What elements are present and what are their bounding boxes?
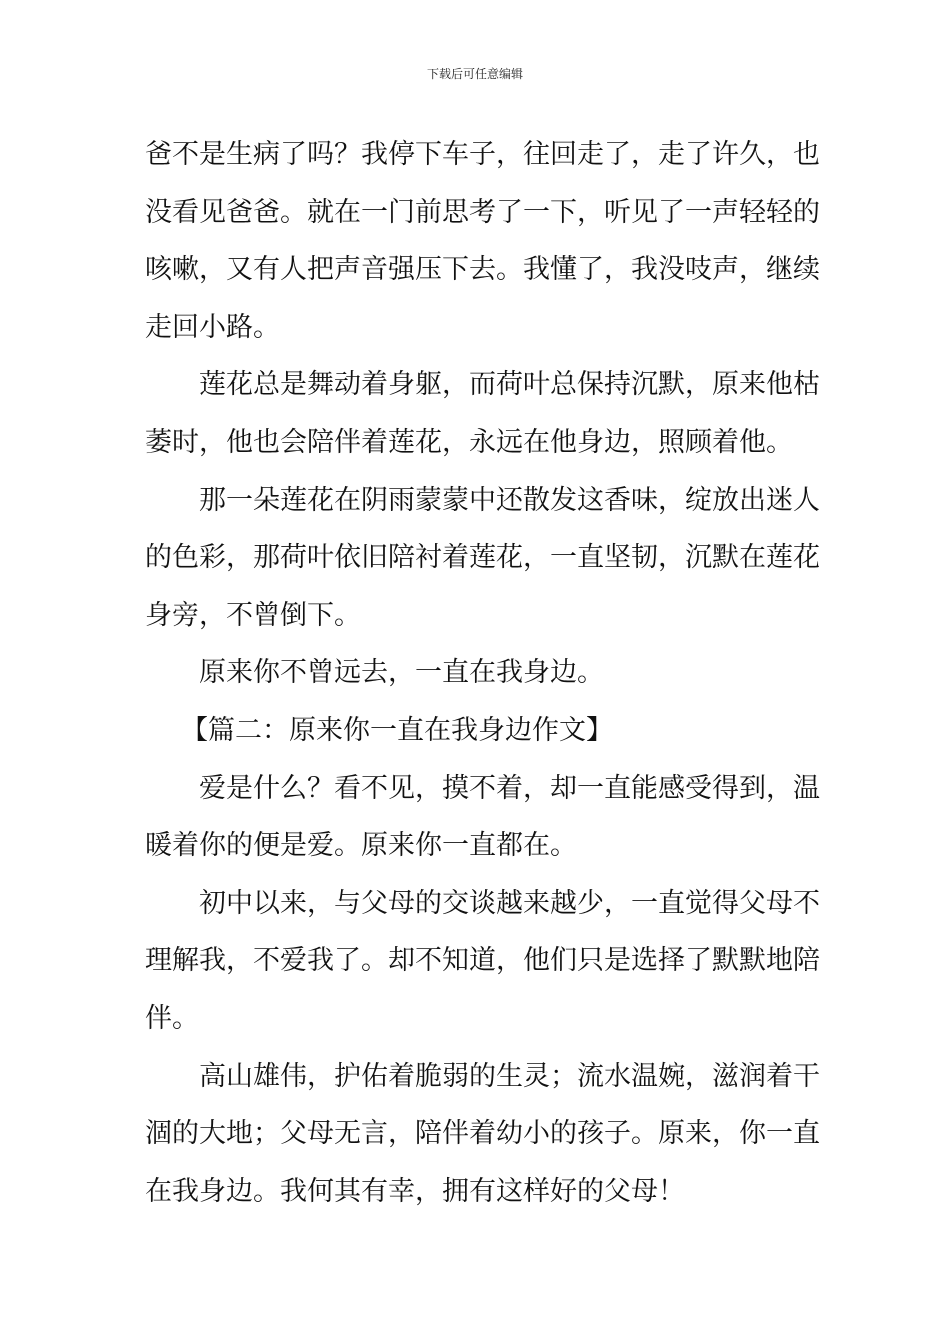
paragraph [145, 126, 820, 356]
section-heading [145, 702, 807, 760]
text-line: 爸不是生病了吗？我停下车子，往回走了，走了许久，也 [145, 139, 820, 170]
text-line: 的色彩，那荷叶依旧陪衬着莲花，一直坚韧，沉默在莲花 [145, 542, 820, 574]
text-line: 原来你不曾远去，一直在我身边。 [199, 657, 604, 689]
section-heading-text: 【篇二：原来你一直在我身边作文】 [181, 714, 613, 746]
paragraph [145, 356, 820, 471]
paragraph [145, 875, 820, 1048]
text-line: 咳嗽，又有人把声音强压下去。我懂了，我没吱声，继续 [145, 254, 820, 286]
paragraph [145, 760, 820, 875]
text-line: 初中以来，与父母的交谈越来越少，一直觉得父母不 [199, 887, 820, 919]
text-line: 莲花总是舞动着身躯，而荷叶总保持沉默，原来他枯 [199, 369, 820, 401]
document-body [145, 126, 820, 1220]
page-header: 下载后可任意编辑 [426, 67, 523, 81]
text-line: 身旁，不曾倒下。 [145, 599, 361, 631]
text-line: 萎时，他也会陪伴着莲花，永远在他身边，照顾着他。 [145, 426, 793, 458]
text-line: 爱是什么？看不见，摸不着，却一直能感受得到，温 [199, 772, 820, 804]
text-line: 没看见爸爸。就在一门前思考了一下，听见了一声轻轻的 [145, 196, 820, 228]
text-line: 涸的大地；父母无言，陪伴着幼小的孩子。原来，你一直 [145, 1118, 820, 1150]
paragraph [145, 1048, 820, 1221]
text-line: 暖着你的便是爱。原来你一直都在。 [145, 830, 577, 862]
text-line: 在我身边。我何其有幸，拥有这样好的父母！ [145, 1175, 685, 1207]
text-line: 那一朵莲花在阴雨蒙蒙中还散发这香味，绽放出迷人 [199, 484, 820, 516]
paragraph [145, 644, 807, 702]
text-line: 伴。 [145, 1002, 199, 1034]
paragraph [145, 472, 820, 645]
text-line: 走回小路。 [145, 311, 280, 343]
text-line: 高山雄伟，护佑着脆弱的生灵；流水温婉，滋润着干 [199, 1060, 820, 1092]
text-line: 理解我，不爱我了。却不知道，他们只是选择了默默地陪 [145, 945, 820, 977]
